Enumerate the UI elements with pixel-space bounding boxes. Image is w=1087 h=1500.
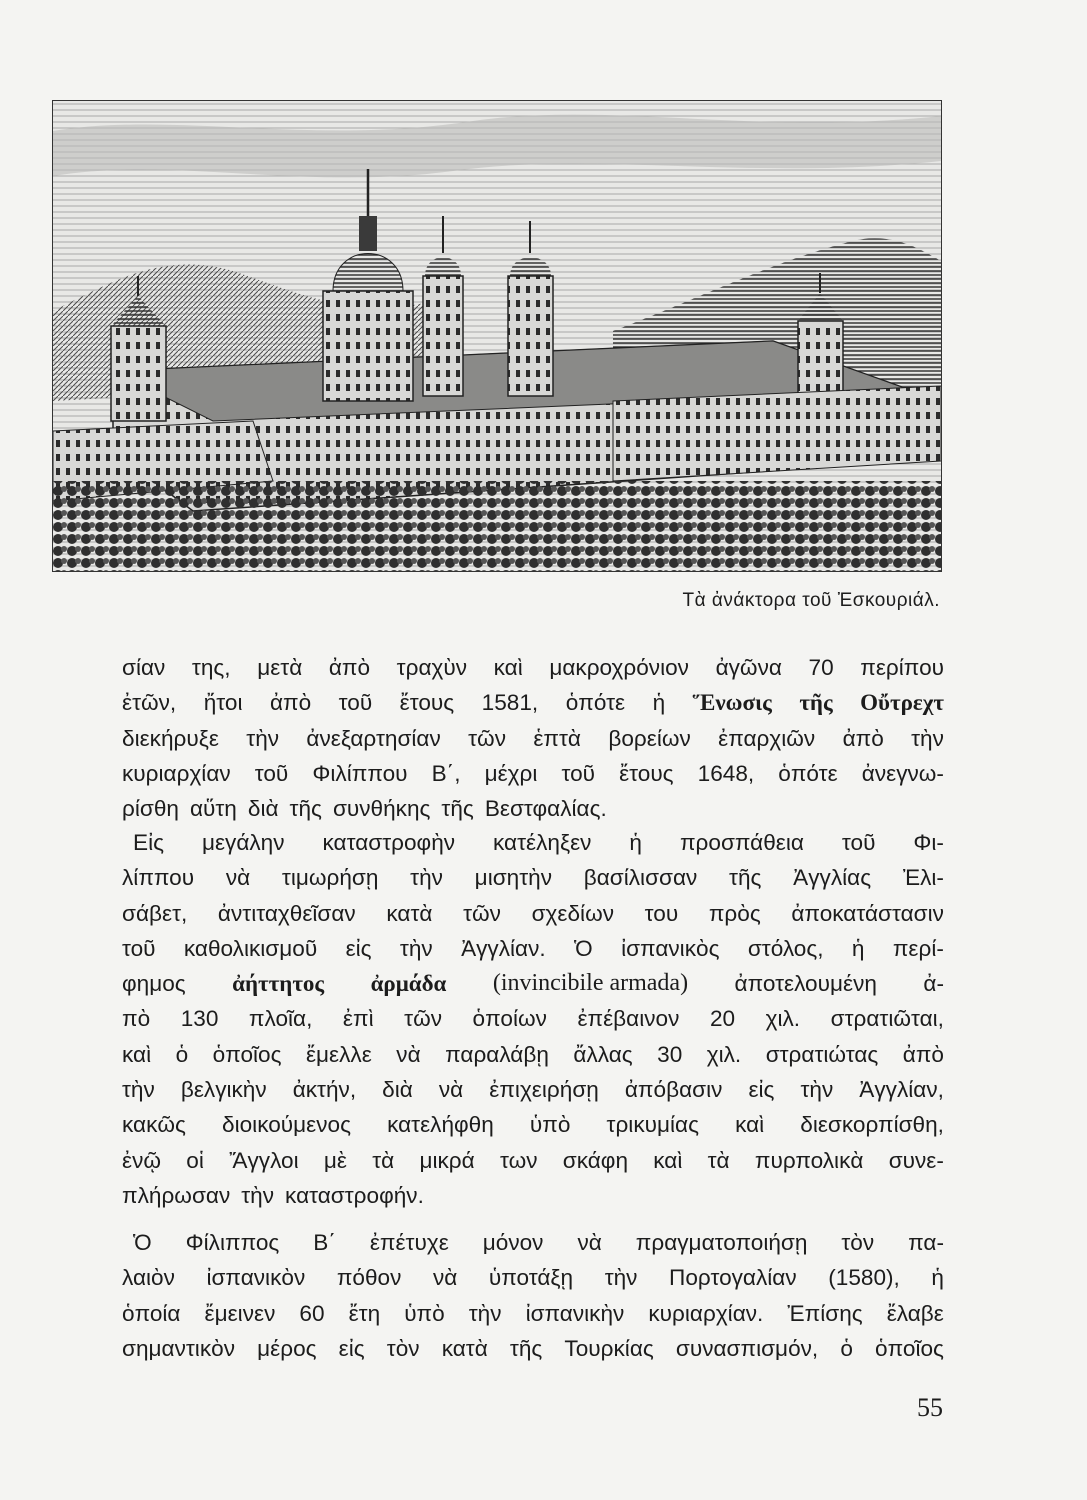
word: ἀήττητος [232,971,325,997]
word: τοῦ [841,830,876,855]
word: κατέληξεν [493,830,592,855]
word: Ἐπίσης [787,1300,863,1326]
word: κυριαρχίαν [122,760,231,786]
word: μεγάλην [201,830,285,855]
word: τὸν [841,1230,875,1255]
word: Ἀγγλίαν, [859,1077,944,1103]
word: ἰσπανικὸς [621,935,720,961]
escorial-engraving [52,100,942,572]
text-line [122,1107,944,1142]
word: καὶ [735,1112,765,1138]
palace-illustration [53,101,941,571]
word: ἀπὸ [902,1041,944,1067]
word: καὶ [122,1041,152,1067]
word: ἀπὸ [842,725,884,751]
word: Φίλιππος [185,1230,280,1255]
word: εἰς [748,1077,775,1103]
word: σχεδίων [531,900,615,926]
word: φημος [122,971,186,997]
word: ἔλαβε [886,1300,944,1326]
word: κακῶς [122,1112,186,1138]
word: τῶν [463,900,501,926]
word: καταστροφὴν [322,830,456,855]
word: πλήρωσαν [122,1182,231,1208]
word: τῆς [289,796,322,822]
word: ἀπὸ [269,690,312,716]
text-line [122,1296,944,1331]
word: τὸν [386,1335,420,1361]
word: ἐπιχειρήσῃ [489,1077,599,1103]
word: (invincibile armada) [492,970,689,997]
word: του [644,900,679,926]
word: ἔτη [348,1300,381,1326]
word: συνε- [888,1147,944,1173]
word: ὁποία [122,1300,181,1326]
paragraph-2 [122,825,944,1213]
word: ἤτοι [203,690,243,716]
word: πυρπολικὰ [754,1147,864,1173]
word: σημαντικὸν [122,1335,235,1361]
word: τὴν [246,725,280,751]
word: ἐτῶν, [122,690,177,716]
word: Φιλίππου [312,760,408,786]
text-line [122,791,944,826]
text-line [122,1331,944,1366]
word: τοῦ [561,760,595,786]
word: διεσκορπίσθη, [800,1112,944,1138]
text-line [122,756,944,791]
word: διοικούμενος [222,1112,351,1138]
word: τῆς [799,690,833,716]
word: βορείων [608,725,691,751]
word: καὶ [653,1147,683,1173]
word: πλοῖα, [248,1006,313,1032]
word: ἀγῶνα [715,655,782,680]
word: 60 [299,1300,325,1326]
word: ἐπαρχιῶν [718,725,816,751]
word: Ὁ [133,1230,152,1255]
word: στρατιώτας [765,1041,879,1067]
word: Ἀγγλίαν. [461,935,546,961]
word: 30 [657,1041,683,1067]
word: τοῦ [338,690,373,716]
word: διεκήρυξε [122,725,219,751]
word: κυριαρχίαν. [648,1300,764,1326]
word: εἰς [338,1335,365,1361]
word: κατὰ [441,1335,488,1361]
word: τῶν [404,1006,443,1032]
word: λίππου [122,865,195,891]
word: διὰ [382,1077,413,1103]
word: Εἰς [133,830,164,855]
word: ἡ [851,935,865,961]
word: σκάφη [562,1147,629,1173]
word: ἀπόβασιν [624,1077,723,1103]
word: καὶ [493,655,523,680]
word: 1648, [697,760,755,786]
word: Τουρκίας [564,1335,654,1361]
word: πὸ [122,1006,151,1032]
word: μισητὴν [474,865,553,891]
word: τὴν [468,1300,502,1326]
word: ἔτους [399,690,455,716]
word: περίπου [860,655,944,680]
word: πρὸς [708,900,761,926]
word: τῆς [441,796,474,822]
word: ἀντιταχθεῖσαν [217,900,356,926]
word: 70 [808,655,834,680]
word: της, [191,655,231,680]
word: τὴν [800,1077,834,1103]
word: Ἐλι- [902,865,944,891]
word: τρικυμίας [606,1112,699,1138]
word: χιλ. [765,1006,801,1032]
word: Ἄγγλοι [229,1147,299,1173]
word: 130 [180,1006,219,1032]
word: συνθήκης [332,796,431,822]
text-line [122,860,944,895]
word: τῆς [729,865,762,891]
word: ἡ [931,1265,944,1291]
word: Β΄ [313,1230,336,1255]
paragraph-3 [122,1225,944,1366]
word: ἔμεινεν [204,1300,276,1326]
word: νὰ [225,865,251,891]
word: Ἕνωσις [692,690,772,716]
word: ὁ [840,1335,853,1361]
text-line [122,721,944,756]
word: 1581, [481,690,539,716]
text-line [122,1143,944,1178]
word: ὁ [175,1041,189,1067]
word: μικρά [419,1147,475,1173]
word: χιλ. [706,1041,742,1067]
word: τὰ [707,1147,730,1173]
word: Πορτογαλίαν [669,1265,797,1291]
word: βασίλισσαν [583,865,698,891]
word: καταστροφήν. [285,1182,424,1208]
word: οἱ [186,1147,204,1173]
word: ἡ [652,690,666,716]
paragraph-1 [122,650,944,826]
word: ὑπὸ [529,1112,571,1138]
word: νὰ [396,1041,421,1067]
word: ἀρμάδα [370,971,447,997]
word: ὑποτάξῃ [488,1265,574,1291]
word: τὴν [241,1182,275,1208]
page-number: 55 [917,1393,943,1422]
word: ἄλλας [573,1041,633,1067]
word: μὲ [323,1147,347,1173]
word: μέχρι [484,760,538,786]
word: πραγματοποιήσῃ [635,1230,808,1255]
word: κατελήφθη [387,1112,494,1138]
word: στρατιῶται, [830,1006,944,1032]
word: εἰς [345,935,372,961]
word: τοῦ [254,760,289,786]
word: ἀποτελουμένη [734,971,877,997]
word: ἐπέβαινον [577,1006,680,1032]
text-line [122,1072,944,1107]
word: ἡ [629,830,642,855]
text-line [122,966,944,1001]
text-line [122,1178,944,1213]
word: τὴν [122,1077,155,1103]
word: τῆς [509,1335,543,1361]
text-line [122,896,944,931]
figure-caption: Τὰ ἀνάκτορα τοῦ Ἐσκουριάλ. [682,590,940,611]
word: ὁπότε [778,760,838,786]
word: ἑπτὰ [533,725,581,751]
word: (1580), [828,1265,900,1291]
word: Φι- [913,830,944,855]
word: τὴν [604,1265,638,1291]
word: ἀνεγνω- [861,760,944,786]
word: μακροχρόνιον [549,655,689,680]
text-line [122,685,944,720]
word: ἔτους [619,760,674,786]
word: νὰ [577,1230,602,1255]
word: ἐπὶ [342,1006,374,1032]
word: αὕτη [189,796,237,822]
word: ἀνεξαρτησίαν [306,725,441,751]
word: καθολικισμοῦ [183,935,318,961]
word: τοῦ [122,935,156,961]
word: τὴν [399,935,433,961]
word: τὰ [372,1147,395,1173]
word: ἰσπανικὸν [206,1265,306,1291]
text-line [122,1225,944,1260]
word: ἀπὸ [328,655,371,680]
text-line [122,1001,944,1036]
word: λαιὸν [122,1265,175,1291]
word: ὁποίων [472,1006,547,1032]
word: τὴν [410,865,443,891]
word: ἀ- [923,971,944,997]
word: ὁποῖος [875,1335,944,1361]
word: Ἀγγλίας [793,865,872,891]
word: μόνον [482,1230,544,1255]
word: ἀκτήν, [292,1077,357,1103]
word: νὰ [438,1077,464,1103]
word: μέρος [257,1335,317,1361]
word: σίαν [122,655,166,680]
word: περί- [892,935,944,961]
word: πα- [908,1230,944,1255]
word: τιμωρήσῃ [281,865,379,891]
word: στόλος, [747,935,824,961]
text-line [122,650,944,685]
word: ὁποῖος [212,1041,282,1067]
word: βελγικὴν [180,1077,267,1103]
word: τὴν [911,725,944,751]
word: Οὔτρεχτ [860,690,944,716]
word: σάβετ, [122,900,188,926]
word: παραλάβῃ [445,1041,549,1067]
word: ἐπέτυχε [369,1230,449,1255]
word: ὑπὸ [404,1300,445,1326]
word: διὰ [247,796,279,822]
word: μετὰ [257,655,303,680]
word: προσπάθεια [679,830,804,855]
word: Βεστφαλίας. [484,796,607,822]
word: ἀποκατάστασιν [791,900,944,926]
word: Β΄, [431,760,461,786]
text-line [122,1260,944,1295]
text-line [122,825,944,860]
text-line [122,931,944,966]
word: ἰσπανικὴν [525,1300,625,1326]
word: 20 [709,1006,736,1032]
word: Ὁ [574,935,593,961]
word: ρίσθη [122,796,179,822]
word: κατὰ [386,900,433,926]
word: πόθον [336,1265,402,1291]
word: ἔμελλε [305,1041,372,1067]
word: ἐνῷ [122,1147,162,1173]
word: ὁπότε [565,690,626,716]
word: τραχὺν [396,655,468,680]
word: συνασπισμόν, [675,1335,819,1361]
word: νὰ [432,1265,458,1291]
word: των [499,1147,538,1173]
word: τῶν [468,725,506,751]
text-line [122,1037,944,1072]
